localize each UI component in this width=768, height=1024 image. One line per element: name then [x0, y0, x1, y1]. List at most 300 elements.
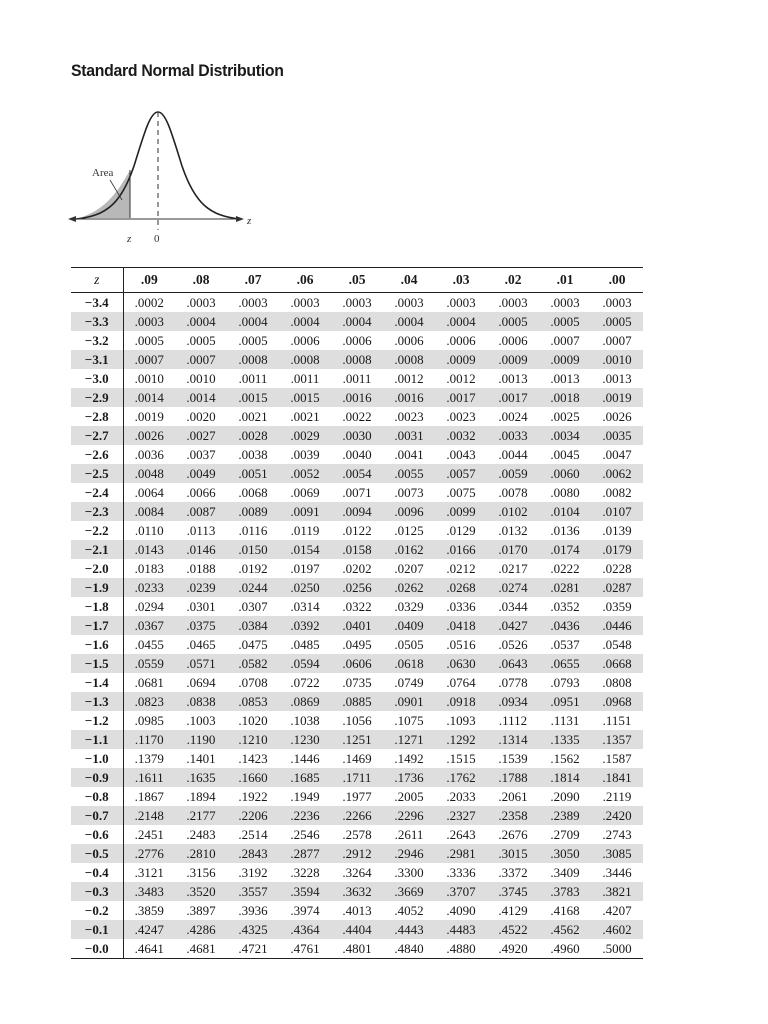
- table-cell: .2420: [591, 806, 643, 825]
- table-cell: .4721: [227, 939, 279, 959]
- table-cell: .0793: [550, 675, 580, 690]
- table-cell: .0013: [498, 371, 528, 386]
- table-cell: .3783: [539, 882, 591, 901]
- table-cell: .0075: [446, 485, 476, 500]
- table-cell: .1357: [591, 730, 643, 749]
- table-cell: .0197: [290, 561, 320, 576]
- table-cell: .0032: [435, 426, 487, 445]
- table-cell: .0384: [227, 616, 279, 635]
- header-col: .04: [383, 268, 435, 293]
- table-cell: .1841: [591, 768, 643, 787]
- table-cell: .0571: [175, 654, 227, 673]
- table-cell: .0027: [175, 426, 227, 445]
- table-cell: .1151: [602, 713, 632, 728]
- table-cell: .0594: [279, 654, 331, 673]
- table-row: [71, 825, 643, 844]
- table-cell: .0013: [550, 371, 580, 386]
- table-cell: .0125: [394, 523, 424, 538]
- table-cell: .1660: [227, 768, 279, 787]
- table-cell: .0003: [238, 295, 268, 310]
- table-cell: .0087: [175, 502, 227, 521]
- table-cell: .3859: [134, 903, 164, 918]
- table-cell: .0062: [591, 464, 643, 483]
- table-row: [71, 483, 643, 502]
- table-cell: .0030: [331, 426, 383, 445]
- table-cell: .1611: [123, 768, 175, 787]
- table-cell: .0985: [134, 713, 164, 728]
- table-cell: .2578: [342, 827, 372, 842]
- table-cell: .0537: [550, 637, 580, 652]
- table-cell: .3669: [383, 882, 435, 901]
- table-cell: .1170: [123, 730, 175, 749]
- table-cell: .1492: [394, 751, 424, 766]
- table-cell: .0869: [279, 692, 331, 711]
- table-cell: .0885: [331, 692, 383, 711]
- table-cell: .0003: [186, 295, 216, 310]
- table-cell: .0034: [539, 426, 591, 445]
- row-z-value: −1.2: [71, 711, 123, 730]
- table-cell: .0143: [123, 540, 175, 559]
- table-cell: .2061: [498, 789, 528, 804]
- table-cell: .2709: [550, 827, 580, 842]
- table-cell: .3372: [498, 865, 528, 880]
- table-cell: .0043: [446, 447, 476, 462]
- table-cell: .1335: [539, 730, 591, 749]
- table-cell: .0003: [550, 295, 580, 310]
- table-cell: .0005: [539, 312, 591, 331]
- table-cell: .4920: [487, 939, 539, 959]
- table-cell: .3594: [279, 882, 331, 901]
- table-cell: .4602: [591, 920, 643, 939]
- table-cell: .0017: [487, 388, 539, 407]
- table-cell: .0901: [383, 692, 435, 711]
- table-cell: .0174: [539, 540, 591, 559]
- table-row: [71, 882, 643, 901]
- row-z-value: −1.7: [71, 616, 123, 635]
- table-cell: .3936: [238, 903, 268, 918]
- table-cell: .1814: [539, 768, 591, 787]
- table-cell: .0150: [227, 540, 279, 559]
- table-cell: .0019: [591, 388, 643, 407]
- table-cell: .3974: [290, 903, 320, 918]
- table-row: [71, 806, 643, 825]
- table-cell: .1093: [446, 713, 476, 728]
- page-title: Standard Normal Distribution: [71, 61, 284, 80]
- table-cell: .0052: [279, 464, 331, 483]
- table-cell: .0116: [238, 523, 268, 538]
- table-row: [71, 730, 643, 749]
- table-cell: .0618: [383, 654, 435, 673]
- table-cell: .0823: [123, 692, 175, 711]
- table-cell: .0764: [446, 675, 476, 690]
- table-cell: .0008: [227, 350, 279, 369]
- row-z-value: −1.1: [71, 730, 123, 749]
- table-cell: .3192: [238, 865, 268, 880]
- table-cell: .0029: [279, 426, 331, 445]
- table-cell: .0166: [435, 540, 487, 559]
- table-cell: .0060: [539, 464, 591, 483]
- table-row: [71, 749, 643, 768]
- table-cell: .0004: [175, 312, 227, 331]
- table-cell: .0122: [342, 523, 372, 538]
- table-cell: .2296: [383, 806, 435, 825]
- table-cell: .1190: [175, 730, 227, 749]
- table-cell: .2946: [383, 844, 435, 863]
- row-z-value: −3.1: [71, 350, 123, 369]
- table-cell: .4364: [279, 920, 331, 939]
- table-cell: .0003: [290, 295, 320, 310]
- row-z-value: −0.6: [71, 825, 123, 844]
- table-cell: .3409: [550, 865, 580, 880]
- table-cell: .0051: [227, 464, 279, 483]
- table-cell: .0006: [498, 333, 528, 348]
- table-cell: .2236: [279, 806, 331, 825]
- table-cell: .3085: [591, 844, 643, 863]
- table-row: [71, 787, 643, 806]
- table-row: [71, 692, 643, 711]
- table-cell: .0722: [290, 675, 320, 690]
- table-cell: .0005: [186, 333, 216, 348]
- row-z-value: −2.2: [71, 521, 123, 540]
- table-cell: .0057: [435, 464, 487, 483]
- table-cell: .0028: [227, 426, 279, 445]
- table-cell: .1788: [487, 768, 539, 787]
- header-col: .07: [227, 268, 279, 293]
- table-cell: .0011: [290, 371, 320, 386]
- table-cell: .1469: [342, 751, 372, 766]
- table-cell: .1562: [550, 751, 580, 766]
- table-cell: .2810: [175, 844, 227, 863]
- table-cell: .0668: [591, 654, 643, 673]
- table-cell: .0003: [446, 295, 476, 310]
- table-cell: .1867: [134, 789, 164, 804]
- table-cell: .0006: [290, 333, 320, 348]
- table-cell: .4090: [446, 903, 476, 918]
- table-cell: .0250: [279, 578, 331, 597]
- table-cell: .2483: [186, 827, 216, 842]
- table-cell: .0735: [342, 675, 372, 690]
- table-cell: .0119: [290, 523, 320, 538]
- table-row: [71, 445, 643, 464]
- table-cell: .3228: [290, 865, 320, 880]
- table-cell: .0038: [238, 447, 268, 462]
- table-cell: .0071: [342, 485, 372, 500]
- table-cell: .2206: [227, 806, 279, 825]
- table-row: [71, 635, 643, 654]
- table-cell: .1635: [175, 768, 227, 787]
- table-row: [71, 521, 643, 540]
- table-cell: .0014: [123, 388, 175, 407]
- table-cell: .1271: [383, 730, 435, 749]
- row-z-value: −2.9: [71, 388, 123, 407]
- table-cell: .2090: [550, 789, 580, 804]
- table-cell: .0023: [394, 409, 424, 424]
- table-cell: .0010: [186, 371, 216, 386]
- table-row: [71, 369, 643, 388]
- table-cell: .1401: [186, 751, 216, 766]
- table-cell: .0548: [602, 637, 632, 652]
- row-z-value: −0.5: [71, 844, 123, 863]
- table-cell: .4325: [227, 920, 279, 939]
- table-cell: .1446: [290, 751, 320, 766]
- table-cell: .0009: [487, 350, 539, 369]
- table-cell: .0838: [175, 692, 227, 711]
- table-row: [71, 616, 643, 635]
- table-cell: .4761: [279, 939, 331, 959]
- table-cell: .0465: [186, 637, 216, 652]
- table-cell: .0047: [602, 447, 632, 462]
- table-cell: .3015: [487, 844, 539, 863]
- table-cell: .0301: [186, 599, 216, 614]
- table-cell: .0010: [591, 350, 643, 369]
- table-cell: .1949: [290, 789, 320, 804]
- table-cell: .0228: [602, 561, 632, 576]
- table-cell: .4168: [550, 903, 580, 918]
- table-cell: .3446: [602, 865, 632, 880]
- area-label: Area: [92, 167, 114, 179]
- table-cell: .3156: [186, 865, 216, 880]
- normal-curve-figure: [66, 104, 266, 254]
- table-cell: .0082: [602, 485, 632, 500]
- table-row: [71, 578, 643, 597]
- table-cell: .0749: [394, 675, 424, 690]
- row-z-value: −2.5: [71, 464, 123, 483]
- header-col: .08: [175, 268, 227, 293]
- table-body: [71, 293, 643, 959]
- table-cell: .0559: [123, 654, 175, 673]
- row-z-value: −0.9: [71, 768, 123, 787]
- table-cell: .0006: [394, 333, 424, 348]
- row-z-value: −2.6: [71, 445, 123, 464]
- table-cell: .0643: [487, 654, 539, 673]
- table-row: [71, 464, 643, 483]
- table-cell: .1314: [487, 730, 539, 749]
- table-cell: .0080: [550, 485, 580, 500]
- table-cell: .0004: [435, 312, 487, 331]
- table-cell: .0239: [175, 578, 227, 597]
- table-cell: .0113: [186, 523, 216, 538]
- table-cell: .0004: [227, 312, 279, 331]
- table-cell: .0314: [290, 599, 320, 614]
- table-cell: .0281: [539, 578, 591, 597]
- table-cell: .0475: [238, 637, 268, 652]
- table-cell: .0023: [446, 409, 476, 424]
- table-cell: .0069: [290, 485, 320, 500]
- table-cell: .0217: [498, 561, 528, 576]
- table-cell: .0009: [435, 350, 487, 369]
- table-cell: .1423: [238, 751, 268, 766]
- table-cell: .1711: [331, 768, 383, 787]
- table-cell: .0005: [238, 333, 268, 348]
- table-cell: .1292: [435, 730, 487, 749]
- row-z-value: −1.3: [71, 692, 123, 711]
- table-cell: .0004: [331, 312, 383, 331]
- table-cell: .3264: [342, 865, 372, 880]
- table-cell: .0183: [134, 561, 164, 576]
- table-cell: .3707: [435, 882, 487, 901]
- table-cell: .0233: [123, 578, 175, 597]
- table-cell: .0007: [550, 333, 580, 348]
- table-row: [71, 502, 643, 521]
- table-cell: .0655: [539, 654, 591, 673]
- table-cell: .0951: [539, 692, 591, 711]
- table-cell: .3121: [134, 865, 164, 880]
- table-cell: .0054: [331, 464, 383, 483]
- table-cell: .0015: [227, 388, 279, 407]
- table-cell: .0073: [394, 485, 424, 500]
- table-cell: .0495: [342, 637, 372, 652]
- table-row: [71, 559, 643, 578]
- table-cell: .0606: [331, 654, 383, 673]
- table-cell: .0026: [602, 409, 632, 424]
- table-cell: .0207: [394, 561, 424, 576]
- row-z-value: −0.3: [71, 882, 123, 901]
- table-cell: .0485: [290, 637, 320, 652]
- table-cell: .0003: [498, 295, 528, 310]
- table-cell: .0021: [290, 409, 320, 424]
- table-cell: .0808: [602, 675, 632, 690]
- row-z-value: −1.6: [71, 635, 123, 654]
- table-cell: .0007: [602, 333, 632, 348]
- row-z-value: −0.7: [71, 806, 123, 825]
- table-cell: .0089: [227, 502, 279, 521]
- table-cell: .1894: [186, 789, 216, 804]
- table-cell: .0136: [550, 523, 580, 538]
- table-cell: .2266: [331, 806, 383, 825]
- row-z-value: −0.2: [71, 901, 123, 920]
- header-col: .06: [279, 268, 331, 293]
- table-cell: .2119: [602, 789, 632, 804]
- table-cell: .0212: [446, 561, 476, 576]
- table-cell: .0044: [498, 447, 528, 462]
- table-cell: .0016: [383, 388, 435, 407]
- table-row: [71, 350, 643, 369]
- table-cell: .0526: [498, 637, 528, 652]
- table-cell: .4207: [602, 903, 632, 918]
- z-score-table: [71, 267, 643, 959]
- table-cell: .0222: [550, 561, 580, 576]
- table-cell: .0179: [591, 540, 643, 559]
- table-cell: .0287: [591, 578, 643, 597]
- table-cell: .0025: [550, 409, 580, 424]
- table-cell: .0008: [331, 350, 383, 369]
- table-cell: .4404: [331, 920, 383, 939]
- row-z-value: −0.0: [71, 939, 123, 959]
- table-cell: .0162: [383, 540, 435, 559]
- table-cell: .0446: [591, 616, 643, 635]
- table-cell: .1539: [498, 751, 528, 766]
- table-cell: .3520: [175, 882, 227, 901]
- table-cell: .0256: [331, 578, 383, 597]
- row-z-value: −2.4: [71, 483, 123, 502]
- table-cell: .2033: [446, 789, 476, 804]
- table-cell: .5000: [591, 939, 643, 959]
- table-cell: .0014: [175, 388, 227, 407]
- table-row: [71, 844, 643, 863]
- table-cell: .2514: [238, 827, 268, 842]
- table-cell: .1515: [446, 751, 476, 766]
- table-cell: .0107: [591, 502, 643, 521]
- table-cell: .0244: [227, 578, 279, 597]
- row-z-value: −3.0: [71, 369, 123, 388]
- table-cell: .0015: [279, 388, 331, 407]
- table-cell: .0059: [487, 464, 539, 483]
- table-cell: .1003: [186, 713, 216, 728]
- table-cell: .0005: [134, 333, 164, 348]
- table-cell: .0505: [394, 637, 424, 652]
- table-cell: .0017: [435, 388, 487, 407]
- table-cell: .0008: [279, 350, 331, 369]
- table-cell: .0036: [134, 447, 164, 462]
- table-cell: .0009: [539, 350, 591, 369]
- table-cell: .4840: [383, 939, 435, 959]
- table-cell: .2358: [487, 806, 539, 825]
- table-cell: .3557: [227, 882, 279, 901]
- table-cell: .4483: [435, 920, 487, 939]
- table-cell: .0322: [342, 599, 372, 614]
- table-cell: .0033: [487, 426, 539, 445]
- table-cell: .2546: [290, 827, 320, 842]
- header-col: .02: [487, 268, 539, 293]
- table-cell: .0006: [342, 333, 372, 348]
- table-cell: .0329: [394, 599, 424, 614]
- table-cell: .0022: [342, 409, 372, 424]
- table-cell: .0021: [238, 409, 268, 424]
- header-col: .09: [123, 268, 175, 293]
- table-cell: .0129: [446, 523, 476, 538]
- table-cell: .0003: [123, 312, 175, 331]
- table-cell: .0516: [446, 637, 476, 652]
- table-cell: .1762: [435, 768, 487, 787]
- table-cell: .0268: [435, 578, 487, 597]
- table-cell: .0392: [279, 616, 331, 635]
- z-label: z: [127, 233, 132, 245]
- table-row: [71, 388, 643, 407]
- table-cell: .3483: [123, 882, 175, 901]
- table-cell: .2877: [279, 844, 331, 863]
- table-cell: .0110: [134, 523, 164, 538]
- table-row: [71, 331, 643, 350]
- row-z-value: −2.7: [71, 426, 123, 445]
- table-cell: .1230: [279, 730, 331, 749]
- table-cell: .4052: [394, 903, 424, 918]
- table-cell: .0008: [383, 350, 435, 369]
- table-cell: .2611: [394, 827, 424, 842]
- table-cell: .1685: [279, 768, 331, 787]
- table-cell: .2776: [123, 844, 175, 863]
- table-cell: .0294: [134, 599, 164, 614]
- table-cell: .0778: [498, 675, 528, 690]
- table-cell: .0401: [331, 616, 383, 635]
- table-row: [71, 654, 643, 673]
- table-cell: .1112: [498, 713, 528, 728]
- table-row: [71, 407, 643, 426]
- header-z: z: [71, 268, 123, 293]
- row-z-value: −2.8: [71, 407, 123, 426]
- table-cell: .1587: [602, 751, 632, 766]
- table-cell: .0005: [487, 312, 539, 331]
- table-cell: .1056: [342, 713, 372, 728]
- row-z-value: −0.4: [71, 863, 123, 882]
- table-cell: .3632: [331, 882, 383, 901]
- row-z-value: −1.4: [71, 673, 123, 692]
- row-z-value: −0.1: [71, 920, 123, 939]
- table-cell: .0048: [123, 464, 175, 483]
- table-cell: .4286: [175, 920, 227, 939]
- table-cell: .0002: [134, 295, 164, 310]
- table-cell: .0012: [446, 371, 476, 386]
- table-cell: .2177: [175, 806, 227, 825]
